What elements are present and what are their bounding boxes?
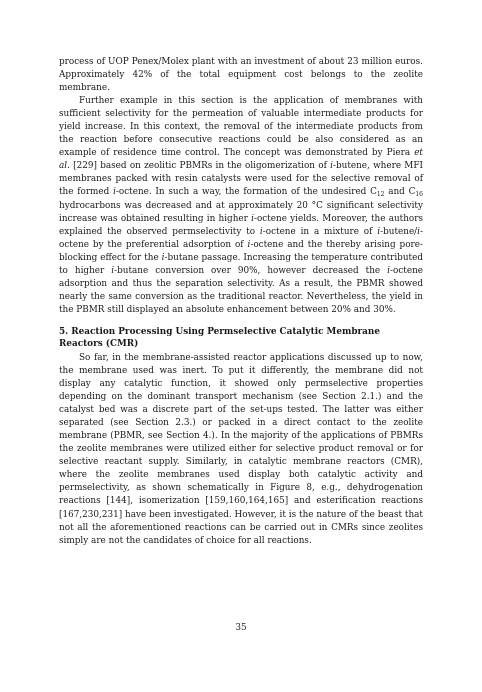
section-heading [59, 326, 423, 350]
paragraph-1: process of UOP Penex/Molex plant with an investment of about 23 million euros. Approximately 42% of the total equipment cost belongs to the zeolite membrane. [59, 57, 423, 94]
body-text [59, 56, 423, 548]
paragraph-3: So far, in the membrane-assisted reactor applications discussed up to now, the membrane used was inert. To put it differently, the membrane did not display any catalytic function, it showed only permselective properties depending on the dominant transport mechanism (see Section 2.1.) and the catalyst bed was a discrete part of the set-ups tested. The latter was either separated (see Section 2.3.) or packed in a direct contact to the zeolite membrane (PBMR, see Section 4.). In the majority of the applications of PBMRs the zeolite membranes were utilized either for selective product removal or for selective reactant supply. Similarly, in catalytic membrane reactors (CMR), where the zeolite membranes used display both catalytic activity and permselectivity, as shown schematically in Figure 8, e.g., dehydrogenation reactions [144], isomerization [159,160,164,165] and esterification reactions [167,230,231] have been investigated. However, it is the nature of the beast that not all the aforementioned reactions can be carried out in CMRs since zeolites simply are not the candidates of choice for all reactions. [59, 352, 423, 546]
section-heading-line-2: Reactors (CMR) [59, 338, 139, 349]
page-number: 35 [235, 623, 247, 633]
section-heading-line-1: 5. Reaction Processing Using Permselective Catalytic Membrane [59, 326, 380, 337]
paragraph-2: Further example in this section is the application of membranes with sufficient selectivity for the permeation of valuable intermediate products for yield increase. In this context, the removal of the intermediate products from the reaction before consecutive reactions could be also considered as an example of residence time control. The concept was demonstrated by Piera et al. [229] based on zeolitic PBMRs in the oligomerization of i-butene, where MFI membranes packed with resin catalysts were used for the selective removal of the formed i-octene. In such a way, the formation of the undesired $C_{12}$ and $C_{16}$ hydrocarbons was decreased and at approximately 20 °C significant selectivity increase was obtained resulting in higher i-octene yields. Moreover, the authors explained the observed permselectivity to i-octene in a mixture of i-butene/i-octene by the preferential adsorption of i-octene and the thereby arising pore-blocking effect for the i-butane passage. Increasing the temperature contributed to higher i-butane conversion over 90%, however decreased the i-octene adsorption and thus the separation selectivity. As a result, the PBMR showed nearly the same conversion as the traditional reactor. Nevertheless, the yield in the PBMR still displayed an absolute enhancement between 20% and 30%. [59, 96, 424, 315]
